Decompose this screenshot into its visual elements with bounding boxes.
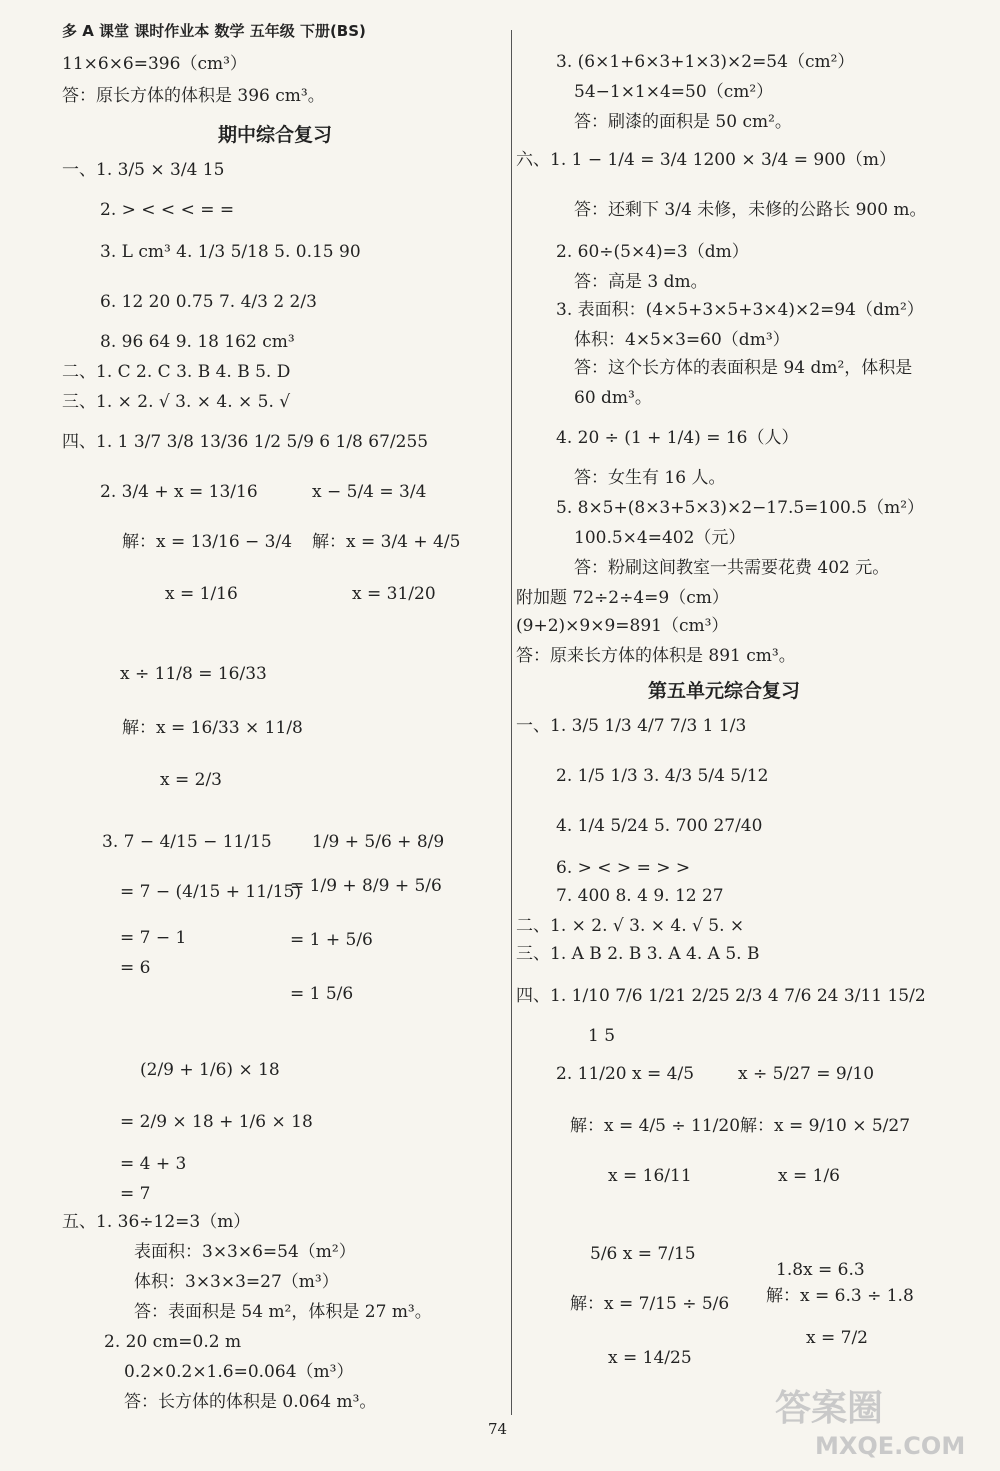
answer-line: 五、1. 36÷12=3（m） xyxy=(62,1212,251,1232)
equation-line: x = 16/11 xyxy=(608,1166,692,1186)
watermark-url: MXQE.COM xyxy=(815,1432,966,1460)
equation-line: 解：x = 3/4 + 4/5 xyxy=(312,532,461,552)
answer-line: 体积：3×3×3=27（m³） xyxy=(134,1272,339,1292)
equation-line: x = 1/6 xyxy=(778,1166,840,1186)
answer-line: 六、1. 1 − 1/4 = 3/4 1200 × 3/4 = 900（m） xyxy=(516,150,896,170)
column-divider xyxy=(511,30,512,1415)
answer-line: 8. 96 64 9. 18 162 cm³ xyxy=(100,332,295,352)
answer-line: 4. 1/4 5/24 5. 700 27/40 xyxy=(556,816,763,836)
answer-line: 6. 12 20 0.75 7. 4/3 2 2/3 xyxy=(100,292,317,312)
equation-line: = 7 − (4/15 + 11/15) xyxy=(120,882,301,902)
answer-line: 4. 20 ÷ (1 + 1/4) = 16（人） xyxy=(556,428,799,448)
answer-line: 答：女生有 16 人。 xyxy=(574,468,726,488)
equation-line: 解：x = 16/33 × 11/8 xyxy=(122,718,303,738)
answer-line: 答：刷漆的面积是 50 cm²。 xyxy=(574,112,792,132)
watermark-logo: 答案圈 xyxy=(775,1388,884,1429)
page-header: 多 A 课堂 课时作业本 数学 五年级 下册(BS) xyxy=(62,22,366,40)
equation-line: 解：x = 13/16 − 3/4 xyxy=(122,532,293,552)
answer-line: 体积：4×5×3=60（dm³） xyxy=(574,330,790,350)
answer-line: 2. 20 cm=0.2 m xyxy=(104,1332,242,1352)
answer-line: 6. > < > = > > xyxy=(556,858,691,878)
answer-line: 答：长方体的体积是 0.064 m³。 xyxy=(124,1392,377,1412)
answer-line: 54−1×1×4=50（cm²） xyxy=(574,82,774,102)
equation-line: = 1 5/6 xyxy=(290,984,354,1004)
answer-line: 2. 60÷(5×4)=3（dm） xyxy=(556,242,749,262)
answer-line: 答：表面积是 54 m²，体积是 27 m³。 xyxy=(134,1302,432,1322)
equation-line: x = 2/3 xyxy=(160,770,222,790)
equation-line: 1/9 + 5/6 + 8/9 xyxy=(312,832,445,852)
equation-line: x ÷ 5/27 = 9/10 xyxy=(738,1064,875,1084)
equation-line: 解：x = 7/15 ÷ 5/6 xyxy=(570,1294,730,1314)
equation-line: = 6 xyxy=(120,958,151,978)
equation-line: x = 1/16 xyxy=(165,584,238,604)
answer-line: 7. 400 8. 4 9. 12 27 xyxy=(556,886,724,906)
equation-line: x = 31/20 xyxy=(352,584,436,604)
equation-line: = 7 xyxy=(120,1184,151,1204)
answer-line: 答：高是 3 dm。 xyxy=(574,272,708,292)
answer-line: 二、1. × 2. √ 3. × 4. √ 5. × xyxy=(516,916,745,936)
answer-line: 一、1. 3/5 × 3/4 15 xyxy=(62,160,225,180)
answer-line: 三、1. A B 2. B 3. A 4. A 5. B xyxy=(516,944,760,964)
answer-line: 3. 表面积：(4×5+3×5+3×4)×2=94（dm²） xyxy=(556,300,924,320)
equation-line: 1.8x = 6.3 xyxy=(776,1260,865,1280)
answer-line: 100.5×4=402（元） xyxy=(574,528,746,548)
answer-line: 一、1. 3/5 1/3 4/7 7/3 1 1/3 xyxy=(516,716,747,736)
answer-line: 0.2×0.2×1.6=0.064（m³） xyxy=(124,1362,354,1382)
answer-line: 2. > < < < = = xyxy=(100,200,235,220)
equation-line: x ÷ 11/8 = 16/33 xyxy=(120,664,267,684)
answer-line: (9+2)×9×9=891（cm³） xyxy=(516,616,729,636)
equation-line: 3. 7 − 4/15 − 11/15 xyxy=(102,832,272,852)
equation-line: 5/6 x = 7/15 xyxy=(590,1244,696,1264)
equation-line: = 7 − 1 xyxy=(120,928,187,948)
equation-line: 解：x = 6.3 ÷ 1.8 xyxy=(766,1286,914,1306)
answer-line: 3. L cm³ 4. 1/3 5/18 5. 0.15 90 xyxy=(100,242,361,262)
equation-line: 解：x = 9/10 × 5/27 xyxy=(740,1116,911,1136)
answer-line: 答：还剩下 3/4 未修，未修的公路长 900 m。 xyxy=(574,200,927,220)
answer-line: 答：原来长方体的体积是 891 cm³。 xyxy=(516,646,796,666)
answer-line: 表面积：3×3×6=54（m²） xyxy=(134,1242,356,1262)
answer-line: 11×6×6=396（cm³） xyxy=(62,54,247,74)
section-title-unit5: 第五单元综合复习 xyxy=(648,680,801,702)
equation-line: = 4 + 3 xyxy=(120,1154,187,1174)
equation-line: x = 14/25 xyxy=(608,1348,692,1368)
answer-line: 2. 1/5 1/3 3. 4/3 5/4 5/12 xyxy=(556,766,769,786)
equation-line: 2. 3/4 + x = 13/16 xyxy=(100,482,258,502)
answer-line: 答：原长方体的体积是 396 cm³。 xyxy=(62,86,325,106)
answer-line: 三、1. × 2. √ 3. × 4. × 5. √ xyxy=(62,392,291,412)
answer-line: 60 dm³。 xyxy=(574,388,652,408)
section-title-midterm: 期中综合复习 xyxy=(218,124,333,146)
equation-line: (2/9 + 1/6) × 18 xyxy=(140,1060,280,1080)
equation-line: 2. 11/20 x = 4/5 xyxy=(556,1064,695,1084)
equation-line: 解：x = 4/5 ÷ 11/20 xyxy=(570,1116,741,1136)
equation-line: = 2/9 × 18 + 1/6 × 18 xyxy=(120,1112,313,1132)
answer-line: 答：这个长方体的表面积是 94 dm²，体积是 xyxy=(574,358,913,378)
equation-line: x − 5/4 = 3/4 xyxy=(312,482,427,502)
answer-line: 附加题 72÷2÷4=9（cm） xyxy=(516,588,729,608)
answer-line: 3. (6×1+6×3+1×3)×2=54（cm²） xyxy=(556,52,855,72)
answer-line: 1 5 xyxy=(588,1026,616,1046)
answer-line: 二、1. C 2. C 3. B 4. B 5. D xyxy=(62,362,291,382)
answer-line: 5. 8×5+(8×3+5×3)×2−17.5=100.5（m²） xyxy=(556,498,925,518)
answer-line: 四、1. 1 3/7 3/8 13/36 1/2 5/9 6 1/8 67/255 xyxy=(62,432,429,452)
answer-line: 四、1. 1/10 7/6 1/21 2/25 2/3 4 7/6 24 3/11 15/2 xyxy=(516,986,926,1006)
page-number: 74 xyxy=(488,1420,508,1438)
equation-line: = 1 + 5/6 xyxy=(290,930,373,950)
equation-line: x = 7/2 xyxy=(806,1328,868,1348)
answer-line: 答：粉刷这间教室一共需要花费 402 元。 xyxy=(574,558,890,578)
equation-line: = 1/9 + 8/9 + 5/6 xyxy=(290,876,442,896)
